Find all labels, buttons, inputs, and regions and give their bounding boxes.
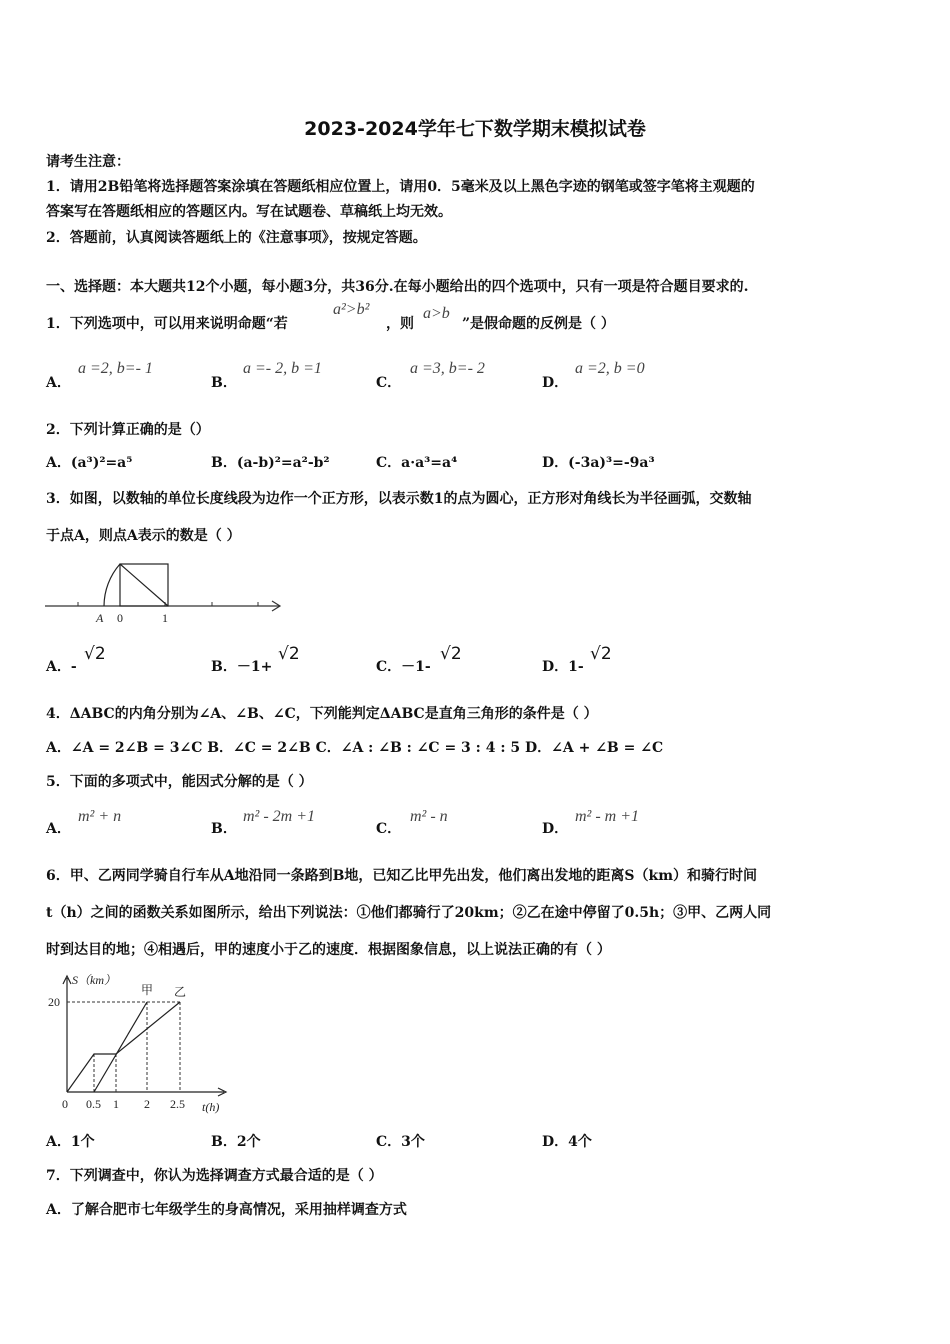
- q1-stem-a: 1．下列选项中，可以用来说明命题“若: [46, 316, 288, 332]
- graph-x-tick-1: 1: [113, 1097, 119, 1111]
- line-yi: [67, 1002, 180, 1092]
- q3-option-d-label[interactable]: D．1-: [542, 659, 584, 675]
- square-diagonal: [120, 564, 168, 606]
- q3-stem-line-2: 于点A，则点A表示的数是（ ）: [46, 528, 241, 544]
- q1-formula-1: a²>b²: [333, 301, 370, 318]
- q1-option-a-label[interactable]: A．: [46, 375, 71, 391]
- q5-option-a-math: m² + n: [78, 808, 122, 825]
- q3-option-c-sqrt: √2: [440, 644, 462, 664]
- q2-option-a[interactable]: A．(a³)²=a⁵: [46, 455, 133, 471]
- section-1-heading: 一、选择题：本大题共12个小题，每小题3分，共36分.在每小题给出的四个选项中，只有一项是符合题目要求的.: [46, 279, 749, 295]
- tick-1-label: 1: [162, 611, 168, 625]
- graph-y-tick-20: 20: [48, 995, 60, 1009]
- q1-option-b-label[interactable]: B．: [211, 375, 237, 391]
- q5-stem: 5．下面的多项式中，能因式分解的是（ ）: [46, 774, 313, 790]
- graph-label-jia: 甲: [141, 983, 154, 997]
- q5-option-c-label[interactable]: C．: [376, 821, 402, 837]
- graph-x-tick-2: 2: [144, 1097, 150, 1111]
- page-title: 2023-2024学年七下数学期末模拟试卷: [304, 118, 646, 140]
- number-line-figure: [40, 556, 290, 628]
- q3-stem-line-1: 3．如图，以数轴的单位长度线段为边作一个正方形，以表示数1的点为圆心，正方形对角线长为半径画弧，交数轴: [46, 491, 752, 507]
- q7-option-a[interactable]: A．了解合肥市七年级学生的身高情况，采用抽样调查方式: [46, 1202, 407, 1218]
- tick-0-label: 0: [117, 611, 123, 625]
- q7-stem: 7．下列调查中，你认为选择调查方式最合适的是（ ）: [46, 1168, 383, 1184]
- q6-stem-line-1: 6．甲、乙两同学骑自行车从A地沿同一条路到B地，已知乙比甲先出发，他们离出发地的距离S（km）和骑行时间: [46, 868, 758, 884]
- q3-option-d-sqrt: √2: [590, 644, 612, 664]
- q6-option-c[interactable]: C．3个: [376, 1134, 425, 1150]
- q1-stem-b: ，则: [386, 316, 414, 332]
- q5-option-a-label[interactable]: A．: [46, 821, 71, 837]
- q6-option-a[interactable]: A．1个: [46, 1134, 95, 1150]
- q2-stem: 2．下列计算正确的是（）: [46, 422, 210, 438]
- q1-option-b-math: a =- 2, b =1: [243, 360, 322, 377]
- q3-option-b-label[interactable]: B．－1+: [211, 659, 273, 675]
- notice-line-1: 1．请用2B铅笔将选择题答案涂填在答题纸相应位置上，请用0．5毫米及以上黑色字迹的钢笔或签字笔将主观题的: [46, 179, 755, 195]
- q4-stem: 4．ΔABC的内角分别为∠A、∠B、∠C，下列能判定ΔABC是直角三角形的条件是（ ）: [46, 706, 598, 722]
- q2-option-b[interactable]: B．(a-b)²=a²-b²: [211, 455, 330, 471]
- compass-arc: [104, 564, 120, 606]
- line-jia: [94, 1002, 147, 1092]
- graph-x-label: t(h): [202, 1100, 220, 1114]
- q3-option-b-sqrt: √2: [278, 644, 300, 664]
- graph-x-tick-05: 0.5: [86, 1097, 101, 1111]
- q5-option-d-label[interactable]: D．: [542, 821, 569, 837]
- q1-option-d-label[interactable]: D．: [542, 375, 569, 391]
- graph-label-yi: 乙: [174, 985, 187, 999]
- q3-option-c-label[interactable]: C．－1-: [376, 659, 431, 675]
- q3-option-a-label[interactable]: A．-: [46, 659, 77, 675]
- q1-formula-2: a>b: [423, 305, 450, 322]
- distance-time-graph: [42, 970, 242, 1118]
- notice-heading: 请考生注意：: [46, 154, 130, 170]
- q1-option-c-label[interactable]: C．: [376, 375, 402, 391]
- q6-stem-line-3: 时到达目的地；④相遇后，甲的速度小于乙的速度．根据图象信息，以上说法正确的有（ ）: [46, 942, 611, 958]
- q1-option-c-math: a =3, b=- 2: [410, 360, 485, 377]
- q2-option-c[interactable]: C．a·a³=a⁴: [376, 455, 458, 471]
- q5-option-b-math: m² - 2m +1: [243, 808, 316, 825]
- q3-option-a-sqrt: √2: [84, 644, 106, 664]
- graph-x-tick-0: 0: [62, 1097, 68, 1111]
- q1-stem-c: ”是假命题的反例是（ ）: [462, 316, 615, 332]
- q2-option-d[interactable]: D．(-3a)³=-9a³: [542, 455, 655, 471]
- q5-option-d-math: m² - m +1: [575, 808, 640, 825]
- point-a-label: A: [96, 611, 104, 625]
- graph-x-tick-25: 2.5: [170, 1097, 185, 1111]
- q5-option-b-label[interactable]: B．: [211, 821, 237, 837]
- q6-option-b[interactable]: B．2个: [211, 1134, 261, 1150]
- q5-option-c-math: m² - n: [410, 808, 448, 825]
- q1-option-d-math: a =2, b =0: [575, 360, 645, 377]
- q6-option-d[interactable]: D．4个: [542, 1134, 592, 1150]
- notice-line-2: 答案写在答题纸相应的答题区内。写在试题卷、草稿纸上均无效。: [46, 204, 452, 220]
- q1-option-a-math: a =2, b=- 1: [78, 360, 153, 377]
- q6-stem-line-2: t（h）之间的函数关系如图所示，给出下列说法：①他们都骑行了20km；②乙在途中停留了0.5h；③甲、乙两人同: [46, 905, 772, 921]
- notice-line-3: 2．答题前，认真阅读答题纸上的《注意事项》，按规定答题。: [46, 230, 427, 246]
- q4-options[interactable]: A．∠A = 2∠B = 3∠C B．∠C = 2∠B C．∠A : ∠B : ∠C = 3 : 4 : 5 D．∠A + ∠B = ∠C: [46, 740, 664, 756]
- graph-y-label: S（km）: [72, 973, 116, 987]
